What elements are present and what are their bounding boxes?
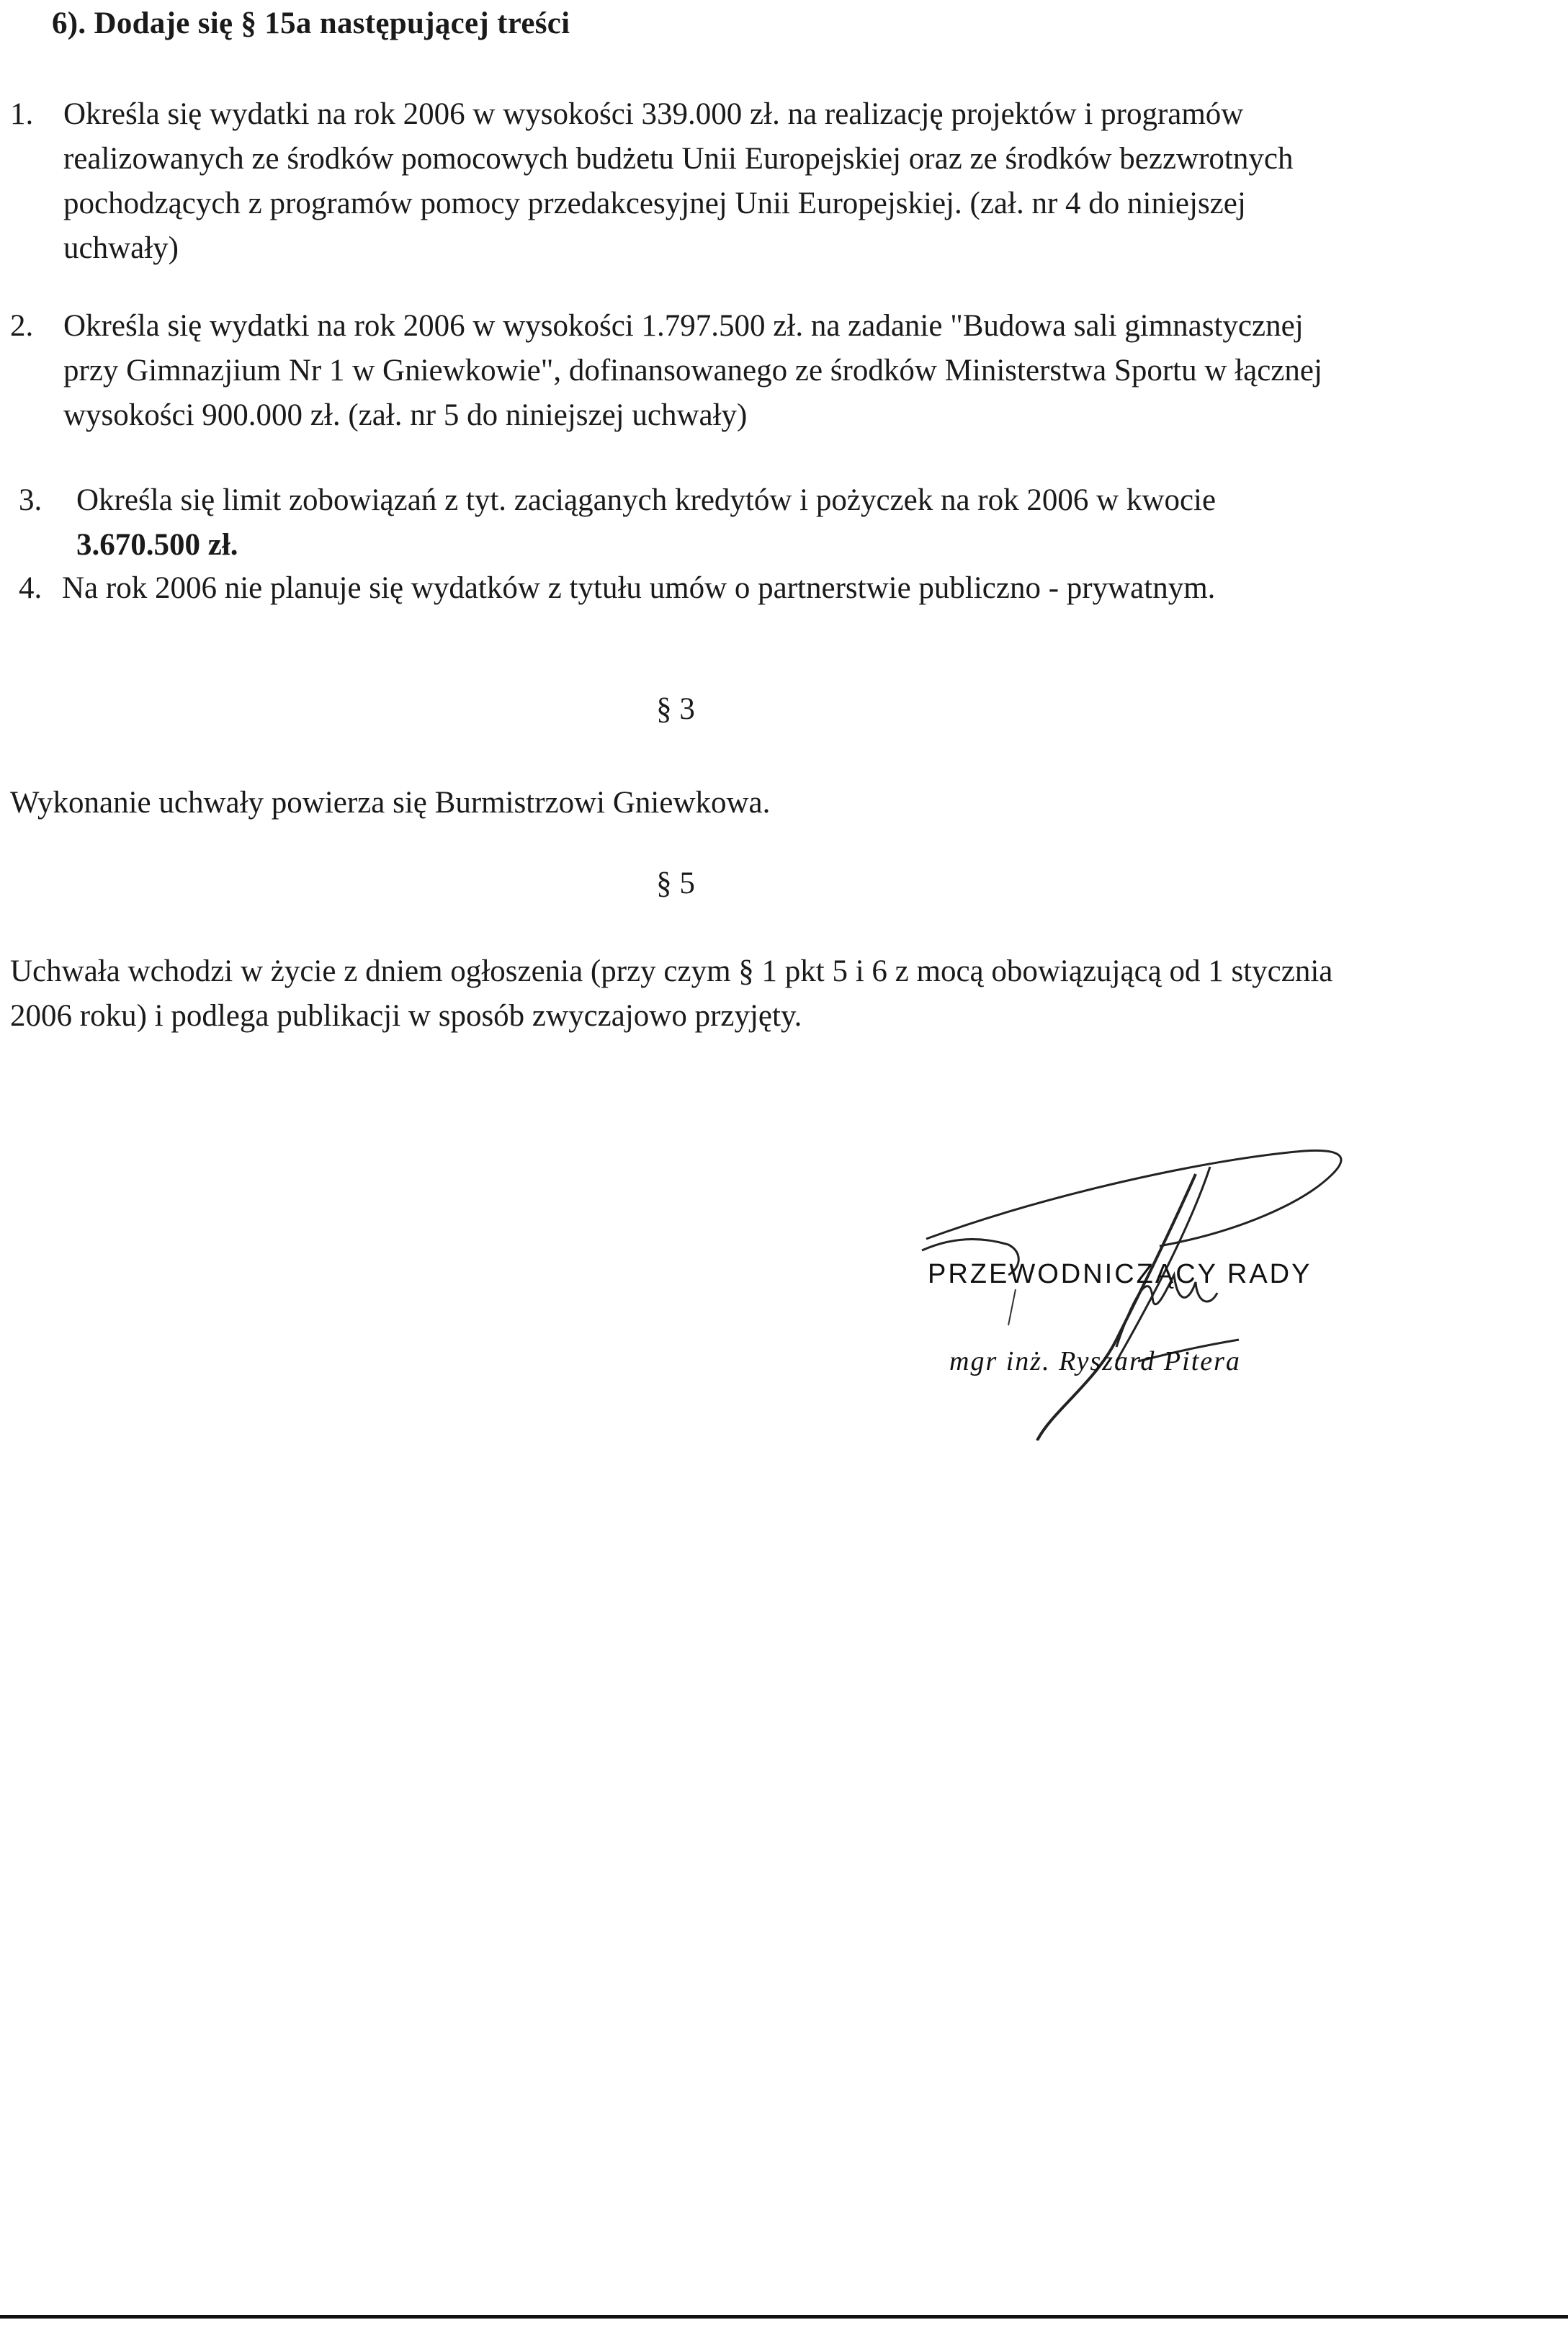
page-bottom-rule <box>0 2315 1568 2319</box>
list-item-number: 1. <box>10 97 34 131</box>
list-item-text: Określa się wydatki na rok 2006 w wysokości 1.797.500 zł. na zadanie "Budowa sali gimnastycznej przy Gimnazjium Nr 1 w Gniewkowie", dofinansowanego ze środków Ministerstwa Sportu w łącznej wysokości 900.000 zł. (zał. nr 5 do niniejszej uchwały) <box>63 309 1322 432</box>
stamp-title: PRZEWODNICZĄCY RADY <box>928 1259 1312 1289</box>
section-mark-3: § 3 <box>656 692 695 726</box>
limit-amount: 3.670.500 zł. <box>76 528 238 562</box>
list-item-text: Na rok 2006 nie planuje się wydatków z tytułu umów o partnerstwie publiczno - prywatnym. <box>62 571 1216 605</box>
list-item-4 <box>19 566 1258 611</box>
amendment-heading: 6). Dodaje się § 15a następującej treści <box>52 6 570 40</box>
section-5-text: Uchwała wchodzi w życie z dniem ogłoszenia (przy czym § 1 pkt 5 i 6 z mocą obowiązującą od 1 stycznia 2006 roku) i podlega publikacji w sposób zwyczajowo przyjęty. <box>10 954 1333 1033</box>
list-item-number: 3. <box>19 483 42 517</box>
list-item-number: 4. <box>19 571 42 605</box>
list-item-3 <box>19 478 1315 568</box>
list-item-text-plain: Określa się limit zobowiązań z tyt. zaciąganych kredytów i pożyczek na rok 2006 w kwocie <box>76 483 1217 517</box>
section-3-text: Wykonanie uchwały powierza się Burmistrzowi Gniewkowa. <box>10 786 771 820</box>
list-item-text <box>76 478 1315 568</box>
section-mark-5: § 5 <box>656 866 695 900</box>
list-item-text: Określa się wydatki na rok 2006 w wysokości 339.000 zł. na realizację projektów i programów realizowanych ze środków pomocowych budżetu Unii Europejskiej oraz ze środków bezzwrotnych pochodzących z programów pomocy przedakcesyjnej Unii Europejskiej. (zał. nr 4 do niniejszej uchwały) <box>63 97 1294 265</box>
list-item-number: 2. <box>10 309 34 343</box>
list-item-2 <box>10 304 1328 438</box>
list-item-1 <box>10 92 1314 271</box>
stamp-name: mgr inż. Ryszard Pitera <box>949 1346 1241 1376</box>
